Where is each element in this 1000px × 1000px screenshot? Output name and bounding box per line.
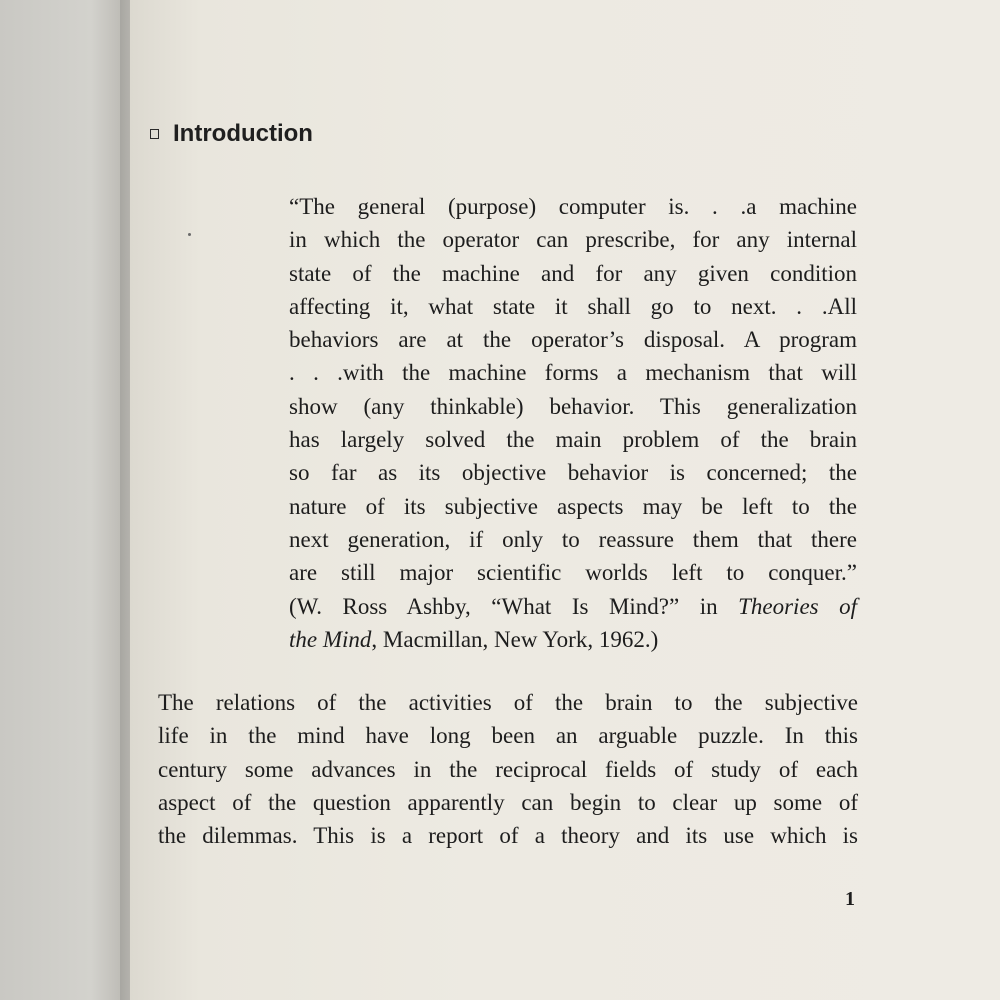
citation-line — [289, 623, 857, 656]
body-line: the dilemmas. This is a report of a theory and its use which is — [158, 823, 858, 849]
section-heading — [150, 120, 313, 148]
citation-text: (W. Ross Ashby, “What Is Mind?” in — [289, 593, 739, 619]
quote-line: state of the machine and for any given condition — [289, 260, 857, 286]
paper-speck — [188, 233, 191, 236]
section-heading-text: Introduction — [173, 120, 313, 147]
quote-line: affecting it, what state it shall go to next. . .All — [289, 293, 857, 319]
quote-line: nature of its subjective aspects may be left to the — [289, 493, 857, 519]
quote-line: show (any thinkable) behavior. This generalization — [289, 393, 857, 419]
body-line: life in the mind have long been an arguable puzzle. In this — [158, 723, 858, 749]
body-paragraph — [158, 686, 858, 852]
quote-line: in which the operator can prescribe, for any internal — [289, 227, 857, 253]
quote-line: so far as its objective behavior is concerned; the — [289, 460, 857, 486]
citation-line — [289, 590, 857, 623]
body-line: The relations of the activities of the brain to the subjective — [158, 690, 858, 715]
citation-book-title: Theories of — [738, 593, 858, 619]
quote-line: are still major scientific worlds left to conquer.” — [289, 560, 857, 586]
quote-line: has largely solved the main problem of the brain — [289, 427, 857, 453]
epigraph-quote — [289, 190, 857, 656]
body-line: century some advances in the reciprocal fields of study of each — [158, 756, 858, 782]
facing-page-edge — [0, 0, 130, 1000]
body-line: aspect of the question apparently can begin to clear up some of — [158, 789, 858, 815]
citation-text: , Macmillan, New York, 1962.) — [371, 626, 659, 652]
square-bullet-icon — [150, 129, 159, 139]
quote-line: “The general (purpose) computer is. . .a machine — [289, 194, 857, 219]
quote-line: behaviors are at the operator’s disposal. A program — [289, 327, 857, 353]
quote-line: next generation, if only to reassure them that there — [289, 526, 857, 552]
page-number: 1 — [845, 888, 855, 910]
citation-book-title: the Mind — [289, 626, 372, 652]
quote-line: . . .with the machine forms a mechanism that will — [289, 360, 857, 386]
